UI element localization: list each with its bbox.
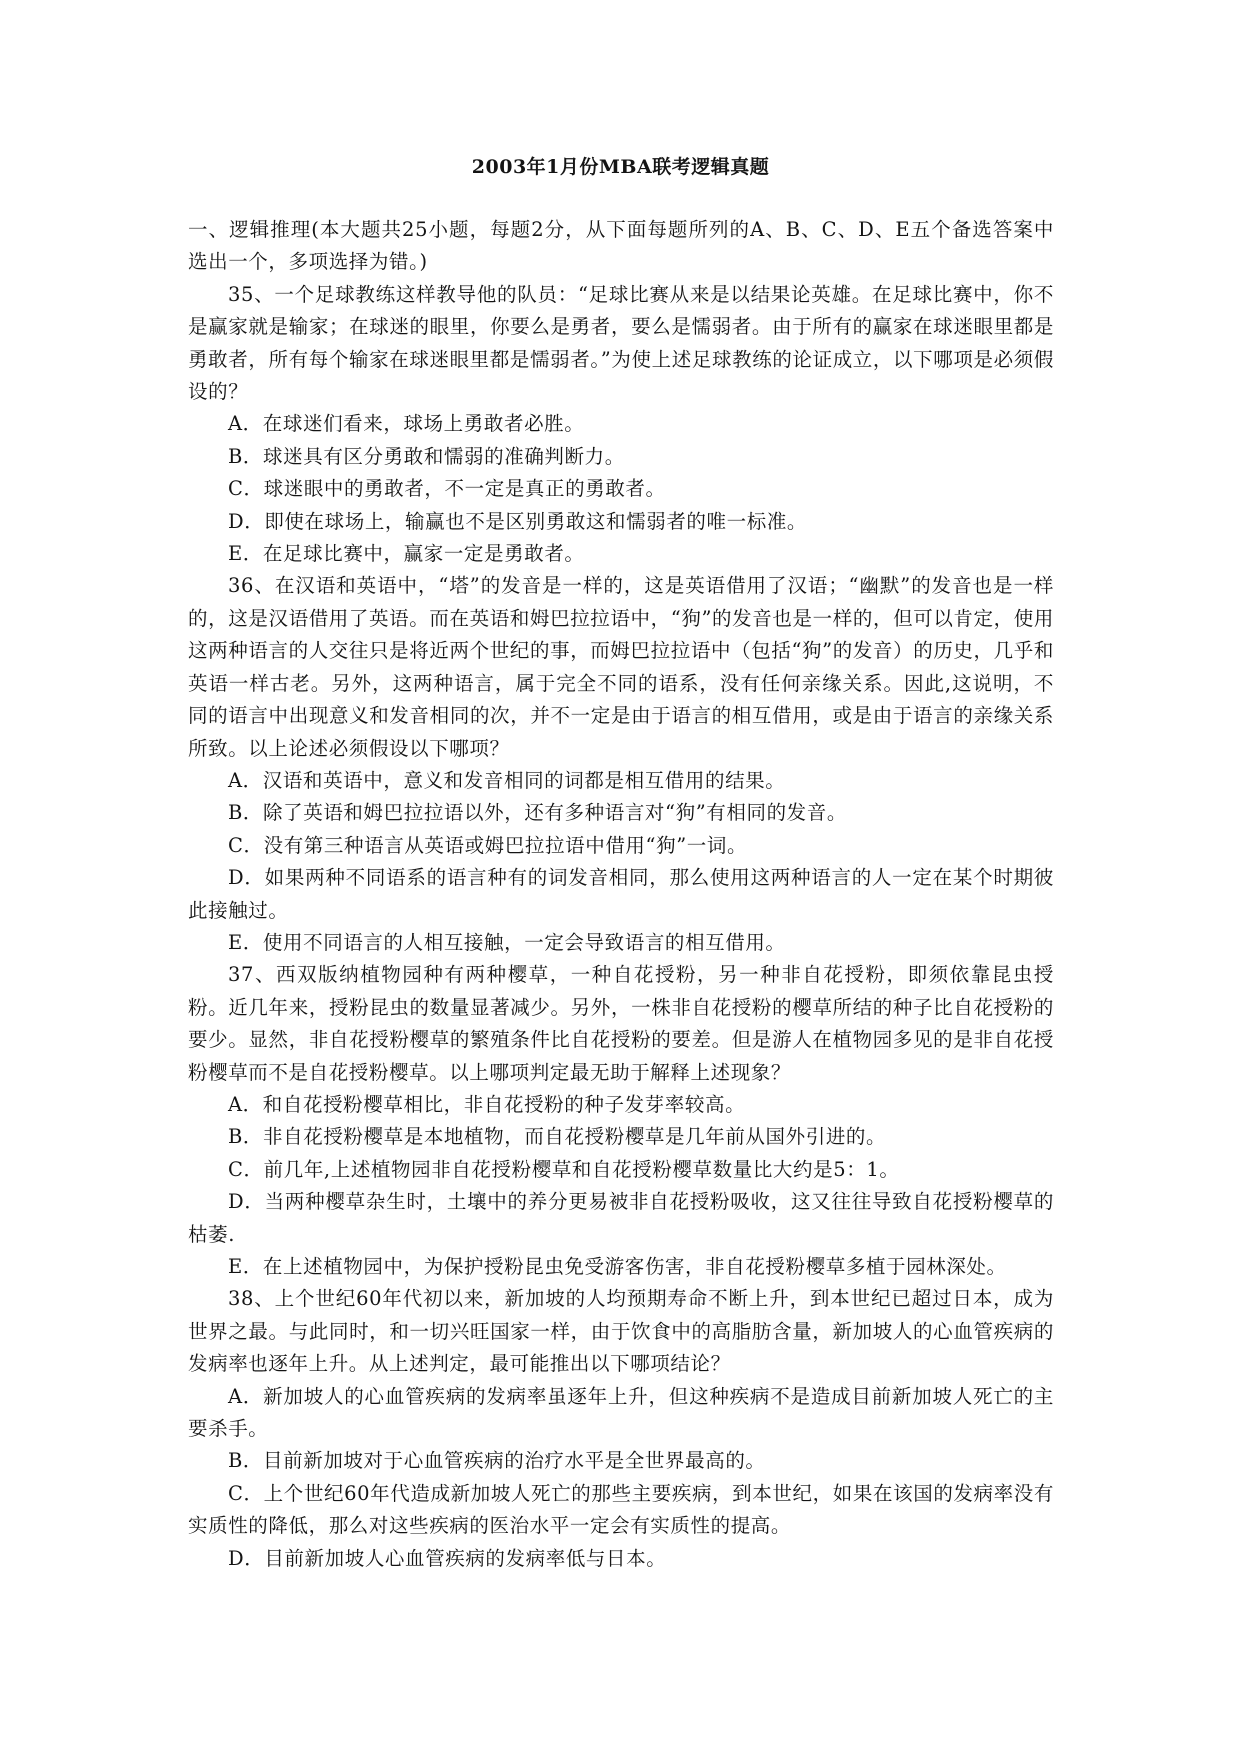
question-37-option-b: B．非自花授粉樱草是本地植物，而自花授粉樱草是几年前从国外引进的。 <box>228 1125 887 1149</box>
question-38-stem: 38、上个世纪60年代初以来，新加坡的人均预期寿命不断上升，到本世纪已超过日本，成为世界之最。与此同时，和一切兴旺国家一样，由于饮食中的高脂肪含量，新加坡人的心血管疾病的发病率也逐年上升。从上述判定，最可能推出以下哪项结论？ <box>188 1287 1054 1376</box>
question-38-option-b: B．目前新加坡对于心血管疾病的治疗水平是全世界最高的。 <box>228 1449 766 1473</box>
question-36-option-d: D．如果两种不同语系的语言种有的词发音相同，那么使用这两种语言的人一定在某个时期彼此接触过。 <box>188 866 1054 922</box>
question-36-option-a: A．汉语和英语中，意义和发音相同的词都是相互借用的结果。 <box>228 768 786 792</box>
question-36-option-e: E．使用不同语言的人相互接触，一定会导致语言的相互借用。 <box>228 930 786 954</box>
section-intro: 一、逻辑推理(本大题共25小题，每题2分，从下面每题所列的A、B、C、D、E五个备选答案中选出一个，多项选择为错。) <box>188 218 1054 274</box>
question-37-option-a: A．和自花授粉樱草相比，非自花授粉的种子发芽率较高。 <box>228 1092 746 1116</box>
question-38-option-c: C．上个世纪60年代造成新加坡人死亡的那些主要疾病，到本世纪，如果在该国的发病率没有实质性的降低，那么对这些疾病的医治水平一定会有实质性的提高。 <box>188 1481 1054 1538</box>
question-35-stem: 35、一个足球教练这样教导他的队员：“足球比赛从来是以结果论英雄。在足球比赛中，你不是赢家就是输家；在球迷的眼里，你要么是勇者，要么是懦弱者。由于所有的赢家在球迷眼里都是勇敢者，所有每个输家在球迷眼里都是懦弱者。”为使上述足球教练的论证成立，以下哪项是必须假设的？ <box>188 282 1054 404</box>
document-body <box>188 214 1054 1575</box>
question-36-stem: 36、在汉语和英语中，“塔”的发音是一样的，这是英语借用了汉语；“幽默”的发音也是一样的，这是汉语借用了英语。而在英语和姆巴拉拉语中，“狗”的发音也是一样的，但可以肯定，使用这两种语言的人交往只是将近两个世纪的事，而姆巴拉拉语中（包括“狗”的发音）的历史，几乎和英语一样古老。另外，这两种语言，属于完全不同的语系，没有任何亲缘关系。因此,这说明，不同的语言中出现意义和发音相同的次，并不一定是由于语言的相互借用，或是由于语言的亲缘关系所致。以上论述必须假设以下哪项？ <box>188 574 1054 760</box>
question-35-option-a: A．在球迷们看来，球场上勇敢者必胜。 <box>228 412 585 436</box>
question-38-option-d: D．目前新加坡人心血管疾病的发病率低与日本。 <box>228 1546 667 1570</box>
question-35-option-b: B．球迷具有区分勇敢和懦弱的准确判断力。 <box>228 444 625 468</box>
question-36-option-c: C．没有第三种语言从英语或姆巴拉拉语中借用“狗”一词。 <box>228 833 748 857</box>
question-35-option-d: D．即使在球场上，输赢也不是区别勇敢这和懦弱者的唯一标准。 <box>228 509 808 533</box>
question-37-option-d: D．当两种樱草杂生时，土壤中的养分更易被非自花授粉吸收，这又往往导致自花授粉樱草的枯萎. <box>188 1190 1054 1246</box>
document-title: 2003年1月份MBA联考逻辑真题 <box>471 156 770 178</box>
question-37-stem: 37、西双版纳植物园种有两种樱草，一种自花授粉，另一种非自花授粉，即须依靠昆虫授粉。近几年来，授粉昆虫的数量显著减少。另外，一株非自花授粉的樱草所结的种子比自花授粉的要少。显然，非自花授粉樱草的繁殖条件比自花授粉的要差。但是游人在植物园多见的是非自花授粉樱草而不是自花授粉樱草。以上哪项判定最无助于解释上述现象？ <box>188 963 1054 1084</box>
question-35-option-e: E．在足球比赛中，赢家一定是勇敢者。 <box>228 542 585 566</box>
question-37-option-e: E．在上述植物园中，为保护授粉昆虫免受游客伤害，非自花授粉樱草多植于园林深处。 <box>228 1255 1007 1278</box>
question-36-option-b: B．除了英语和姆巴拉拉语以外，还有多种语言对“狗”有相同的发音。 <box>228 801 847 825</box>
question-38-option-a: A．新加坡人的心血管疾病的发病率虽逐年上升，但这种疾病不是造成目前新加坡人死亡的主要杀手。 <box>188 1384 1054 1441</box>
question-37-option-c: C．前几年,上述植物园非自花授粉樱草和自花授粉樱草数量比大约是5：1。 <box>228 1157 900 1181</box>
question-35-option-c: C．球迷眼中的勇敢者，不一定是真正的勇敢者。 <box>228 477 666 501</box>
